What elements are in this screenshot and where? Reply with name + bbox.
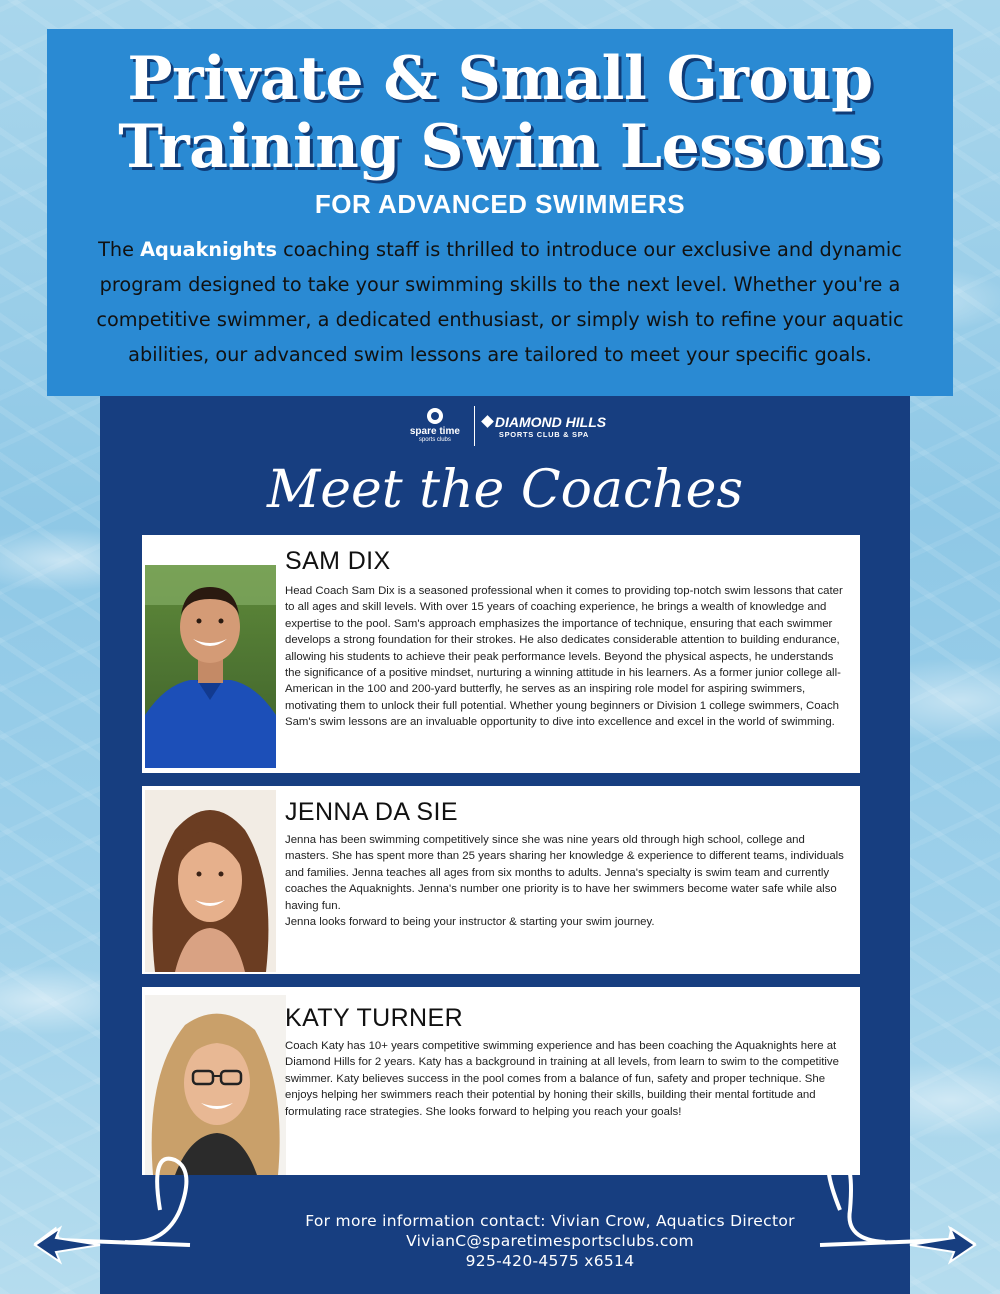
logos-bar <box>100 403 910 449</box>
coach-card <box>142 535 860 773</box>
contact-phone[interactable]: 925-420-4575 x6514 <box>465 1252 635 1270</box>
coach-bio-block <box>285 798 848 930</box>
coach-bio-block <box>285 1004 848 1120</box>
section-title: Meet the Coaches <box>266 460 744 520</box>
coach-bio-block <box>285 547 848 731</box>
spare-time-logo-text: spare time <box>409 426 460 437</box>
contact-block <box>100 1211 1000 1271</box>
diamond-hills-logo-text: DIAMOND HILLS <box>494 413 607 430</box>
coach-name: JENNA DA SIE <box>285 798 458 826</box>
diamond-icon <box>481 415 494 428</box>
coach-bio: Jenna has been swimming competitively since she was nine years old through high school, college and masters. She has spent more than 25 years sharing her knowledge & experience to different teams, individuals and families. Jenna teaches all ages from six months to adults. Jenna's specialty is swim team and currently coaches the Aquaknights. Jenna's number one priority is to have her swimmers become water safe while also having fun. Jenna looks forward to being your instructor & starting your swim journey. <box>285 834 844 929</box>
coach-card <box>142 987 860 1175</box>
page-title <box>47 45 953 181</box>
coach-photo <box>145 565 276 768</box>
coach-name: SAM DIX <box>285 547 391 575</box>
contact-email[interactable]: VivianC@sparetimesportsclubs.com <box>406 1232 694 1250</box>
contact-line: For more information contact: Vivian Crow, Aquatics Director <box>305 1212 795 1230</box>
coach-name: KATY TURNER <box>285 1004 464 1032</box>
intro-brand: Aquaknights <box>140 238 277 261</box>
intro-after: coaching staff is thrilled to introduce our exclusive and dynamic program designed to take your swimming skills to the next level. Whether you're a competitive swimmer, a dedicated enthusiast, or simply wish to refine your aquatic abilities, our advanced swim lessons are tailored to meet your specific goals. <box>96 238 904 366</box>
coach-photo <box>145 790 276 972</box>
title-line-1: Private & Small Group <box>127 44 873 114</box>
coach-card <box>142 786 860 974</box>
coach-photo <box>145 995 286 1175</box>
diamond-hills-logo-subtext: SPORTS CLUB & SPA <box>498 429 589 439</box>
diamond-hills-logo <box>483 414 606 439</box>
logo-divider <box>474 406 475 446</box>
header-banner <box>47 29 953 396</box>
spare-time-logo-icon <box>427 408 443 424</box>
coach-bio: Coach Katy has 10+ years competitive swimming experience and has been coaching the Aquaknights here at Diamond Hills for 2 years. Katy has a background in training at all levels, from learn to swim to the competitive swimmer. Katy believes success in the pool comes from a balance of fun, safety and proper technique. She enjoys helping her swimmers reach their potential by honing their skills, building their mental fortitude and formulating race strategies. She looks forward to helping you reach your goals! <box>285 1040 839 1118</box>
title-line-2: Training Swim Lessons <box>118 112 882 182</box>
coach-bio: Head Coach Sam Dix is a seasoned professional when it comes to providing top-notch swim lessons that cater to all ages and skill levels. With over 15 years of coaching experience, he brings a wealth of knowledge and expertise to the pool. Sam's approach emphasizes the importance of technique, ensuring that each swimmer develops a strong foundation for their strokes. He also dedicates considerable attention to building endurance, allowing his students to achieve their peak performance levels. Beyond the physical aspects, he understands the significance of a positive mindset, nurturing a winning attitude in his learners. As a former junior college all-American in the 100 and 200-yard butterfly, he serves as an inspiring role model for aspiring swimmers, motivating them to unlock their full potential. Whether young beginners or Division 1 college swimmers, Coach Sam's swim lessons are an invaluable opportunity to dive into excellence and excel in the world of swimming. <box>285 585 843 729</box>
intro-before: The <box>98 238 141 261</box>
spare-time-logo-subtext: sports clubs <box>418 437 451 443</box>
page-subtitle: FOR ADVANCED SWIMMERS <box>314 189 686 219</box>
intro-paragraph <box>47 232 953 372</box>
spare-time-logo <box>404 408 466 444</box>
